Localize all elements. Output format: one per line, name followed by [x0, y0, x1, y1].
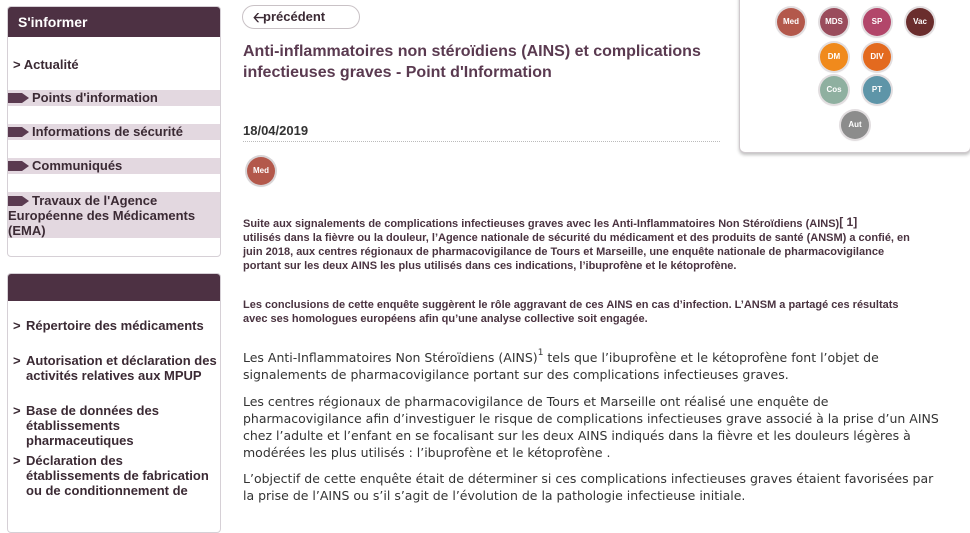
lead-text: Suite aux signalements de complications infectieuses graves avec les Anti-Inflammatoires Non Stéroïdiens (AINS)	[243, 218, 840, 230]
previous-button[interactable]	[242, 5, 360, 29]
sidebar-services	[7, 273, 221, 533]
sidebar-services-title	[8, 274, 220, 301]
footnote-ref[interactable]: 1	[537, 348, 544, 358]
sidebar-link-declaration-etablissements[interactable]	[13, 453, 218, 498]
chevron-right-icon: >	[13, 57, 21, 72]
body-paragraph: L’objectif de cette enquête était de déterminer si ces complications infectieuses graves étaient favorisées par la prise de l’AINS ou s’il s’agit de l’évolution de la pathologie infectieuse initiale.	[243, 471, 934, 503]
sidebar-item-label: Communiqués	[32, 158, 123, 173]
lead-paragraph-2: Les conclusions de cette enquête suggèrent le rôle aggravant de ces AINS en cas d’infection. L’ANSM a partagé ces résultats avec ses homologues européens afin qu’une analyse collective soit engagée.	[243, 299, 899, 325]
chevron-right-icon: >	[13, 353, 21, 368]
sidebar-informer	[7, 6, 221, 257]
category-med[interactable]: Med	[777, 8, 805, 36]
previous-button-label: précédent	[263, 9, 326, 24]
sidebar-item-actualite[interactable]	[13, 57, 79, 72]
footnote-link[interactable]: [ 1]	[839, 215, 858, 229]
lead-paragraph	[243, 217, 923, 273]
arrow-left-icon: 🡠	[253, 9, 265, 25]
category-aut[interactable]: Aut	[841, 111, 869, 139]
chevron-right-icon: >	[13, 403, 21, 418]
sidebar-link-label: Déclaration des établissements de fabrication ou de conditionnement de	[26, 453, 209, 498]
sidebar-link-label: Autorisation et déclaration des activités relatives aux MPUP	[26, 353, 217, 383]
sidebar-item-points-information[interactable]	[8, 90, 221, 106]
arrow-marker-icon	[22, 161, 29, 171]
sidebar-link-autorisation-mpup[interactable]	[13, 353, 218, 383]
sidebar-informer-title: S'informer	[8, 7, 220, 37]
category-badge-med[interactable]: Med	[247, 157, 275, 185]
sidebar-item-informations-securite[interactable]	[8, 124, 221, 140]
arrow-marker-icon	[8, 93, 22, 103]
category-dm[interactable]: DM	[820, 43, 848, 71]
arrow-marker-icon	[8, 196, 22, 206]
category-div[interactable]: DIV	[863, 43, 891, 71]
sidebar-link-repertoire[interactable]	[13, 318, 218, 333]
arrow-marker-icon	[8, 161, 22, 171]
divider	[243, 141, 720, 142]
sidebar-item-label: Points d'information	[32, 90, 158, 105]
arrow-marker-icon	[22, 93, 29, 103]
body-text: Les Anti-Inflammatoires Non Stéroïdiens (AINS)	[243, 350, 538, 365]
arrow-marker-icon	[22, 196, 29, 206]
category-sp[interactable]: SP	[863, 8, 891, 36]
page-title: Anti-inflammatoires non stéroïdiens (AINS) et complications infectieuses graves - Point d'Information	[243, 43, 701, 81]
body-paragraph: Les centres régionaux de pharmacovigilance de Tours et Marseille ont réalisé une enquête de pharmacovigilance afin d’investiguer le risque de complications infectieuses grave associé à la prise d’un AINS chez l’adulte et l’enfant en se focalisant sur les deux AINS indiqués dans la fièvre et les douleurs légères à modérées les plus utilisés : l’ibuprofène et le kétoprofène .	[243, 394, 939, 460]
body-paragraph	[243, 349, 943, 383]
sidebar-item-label: Travaux de l'Agence Européenne des Médicaments (EMA)	[8, 193, 196, 238]
sidebar-link-label: Répertoire des médicaments	[26, 318, 204, 333]
sidebar-item-label: Actualité	[23, 57, 79, 72]
body-text: tels que l’ibuprofène et le kétoprofène font l’objet de signalements de pharmacovigilance portant sur des complications infectieuses graves.	[243, 350, 879, 382]
sidebar-link-base-etablissements[interactable]	[13, 403, 218, 448]
sidebar-item-label: Informations de sécurité	[32, 124, 183, 139]
chevron-right-icon: >	[13, 453, 21, 468]
sidebar-item-communiques[interactable]	[8, 158, 221, 174]
chevron-right-icon: >	[13, 318, 21, 333]
sidebar-item-travaux-ema[interactable]	[8, 192, 221, 238]
category-mds[interactable]: MDS	[820, 8, 848, 36]
article-date: 18/04/2019	[243, 123, 309, 138]
category-vac[interactable]: Vac	[906, 8, 934, 36]
arrow-marker-icon	[8, 127, 22, 137]
category-panel	[739, 0, 970, 153]
category-cos[interactable]: Cos	[820, 76, 848, 104]
sidebar-link-label: Base de données des établissements pharmaceutiques	[26, 403, 159, 448]
arrow-marker-icon	[22, 127, 29, 137]
lead-text: utilisés dans la fièvre ou la douleur, l’Agence nationale de sécurité du médicament et des produits de santé (ANSM) a confié, en juin 2018, aux centres régionaux de pharmacovigilance de Tours et Marseille, une enquête nationale de pharmacovigilance portant sur les deux AINS les plus utilisés dans ces indications, l’ibuprofène et le kétoprofène.	[243, 232, 910, 272]
category-pt[interactable]: PT	[863, 76, 891, 104]
